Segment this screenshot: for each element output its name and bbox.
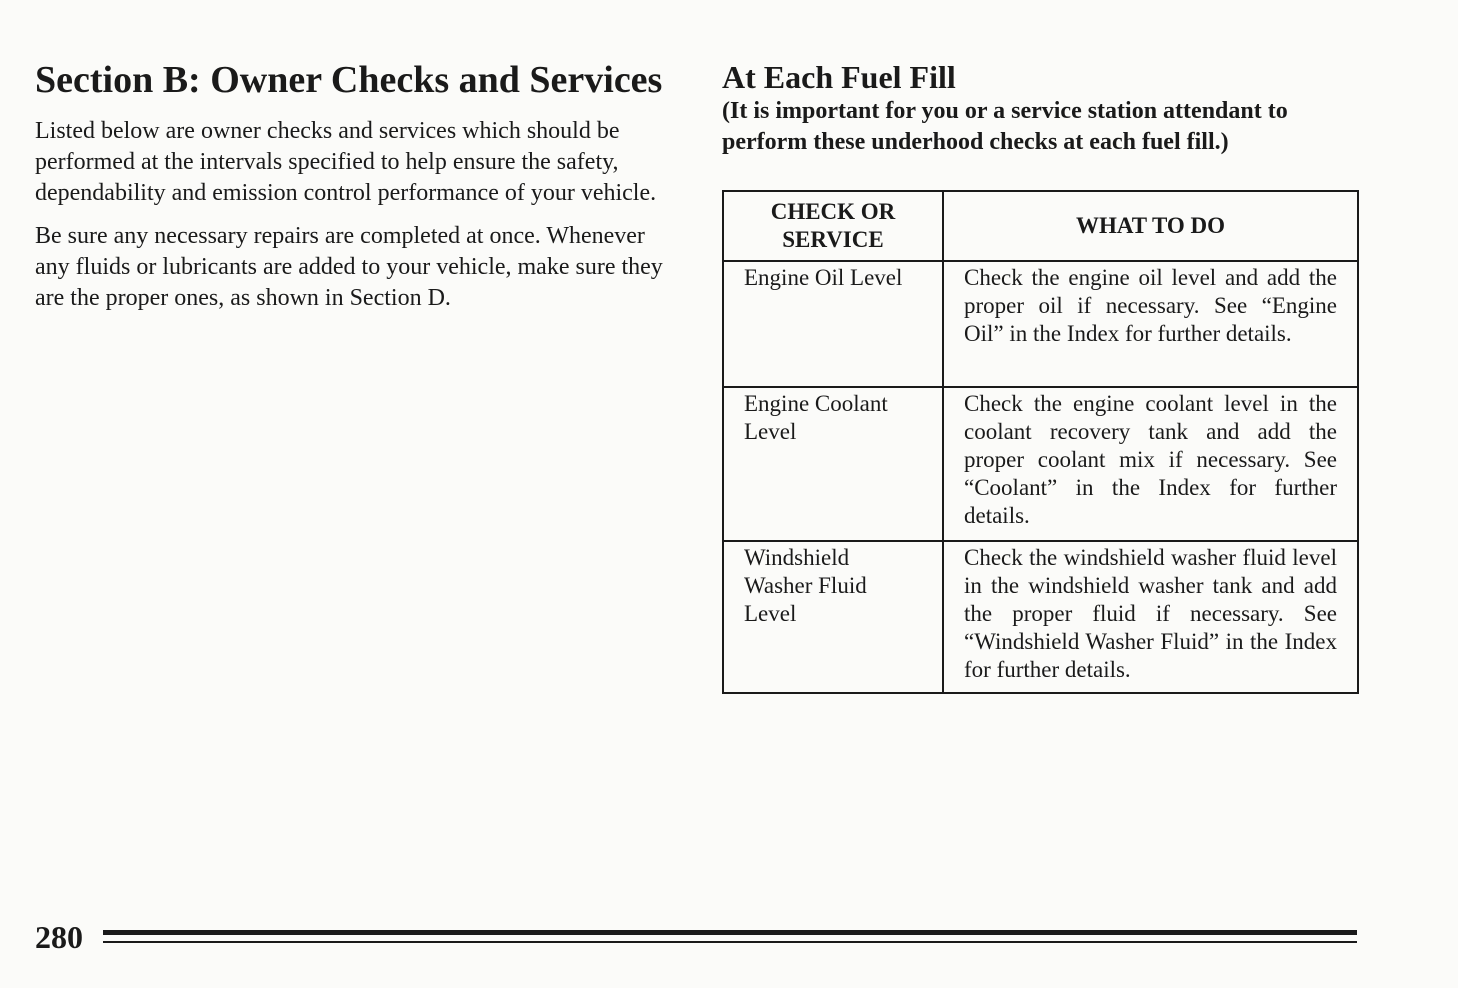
fuel-fill-title: At Each Fuel Fill	[722, 59, 956, 95]
what-cell: Check the engine coolant level in the coolant recovery tank and add the proper coolant mix if necessary. See “Coolant” in the Index for further details.	[943, 387, 1358, 541]
table-header-row	[723, 191, 1358, 261]
what-cell: Check the engine oil level and add the proper oil if necessary. See “Engine Oil” in the Index for further details.	[943, 261, 1358, 387]
repairs-paragraph: Be sure any necessary repairs are completed at once. Whenever any fluids or lubricants are added to your vehicle, make sure they are the proper ones, as shown in Section D.	[35, 223, 663, 311]
page-number: 280	[35, 919, 83, 955]
table-row	[723, 261, 1358, 387]
table-row	[723, 541, 1358, 693]
what-cell: Check the windshield washer fluid level in the windshield washer tank and add the proper fluid if necessary. See “Windshield Washer Fluid” in the Index for further details.	[943, 541, 1358, 693]
check-cell: Engine Oil Level	[723, 261, 943, 387]
checks-table	[722, 190, 1359, 694]
intro-paragraph: Listed below are owner checks and services which should be performed at the intervals specified to help ensure the safety, dependability and emission control performance of your vehicle.	[35, 118, 657, 206]
right-column-header	[722, 58, 1362, 158]
fuel-fill-subtitle: (It is important for you or a service station attendant to perform these underhood checks at each fuel fill.)	[722, 98, 1288, 155]
check-cell: Windshield Washer Fluid Level	[723, 541, 943, 693]
footer-rule-thick	[103, 930, 1357, 935]
section-title: Section B: Owner Checks and Services	[35, 59, 663, 101]
left-column	[35, 58, 675, 326]
check-cell: Engine Coolant Level	[723, 387, 943, 541]
header-check-or-service: CHECK OR SERVICE	[723, 191, 943, 261]
page-footer	[35, 918, 1357, 958]
footer-rule-thin	[103, 941, 1357, 943]
table-row	[723, 387, 1358, 541]
header-what-to-do: WHAT TO DO	[943, 191, 1358, 261]
